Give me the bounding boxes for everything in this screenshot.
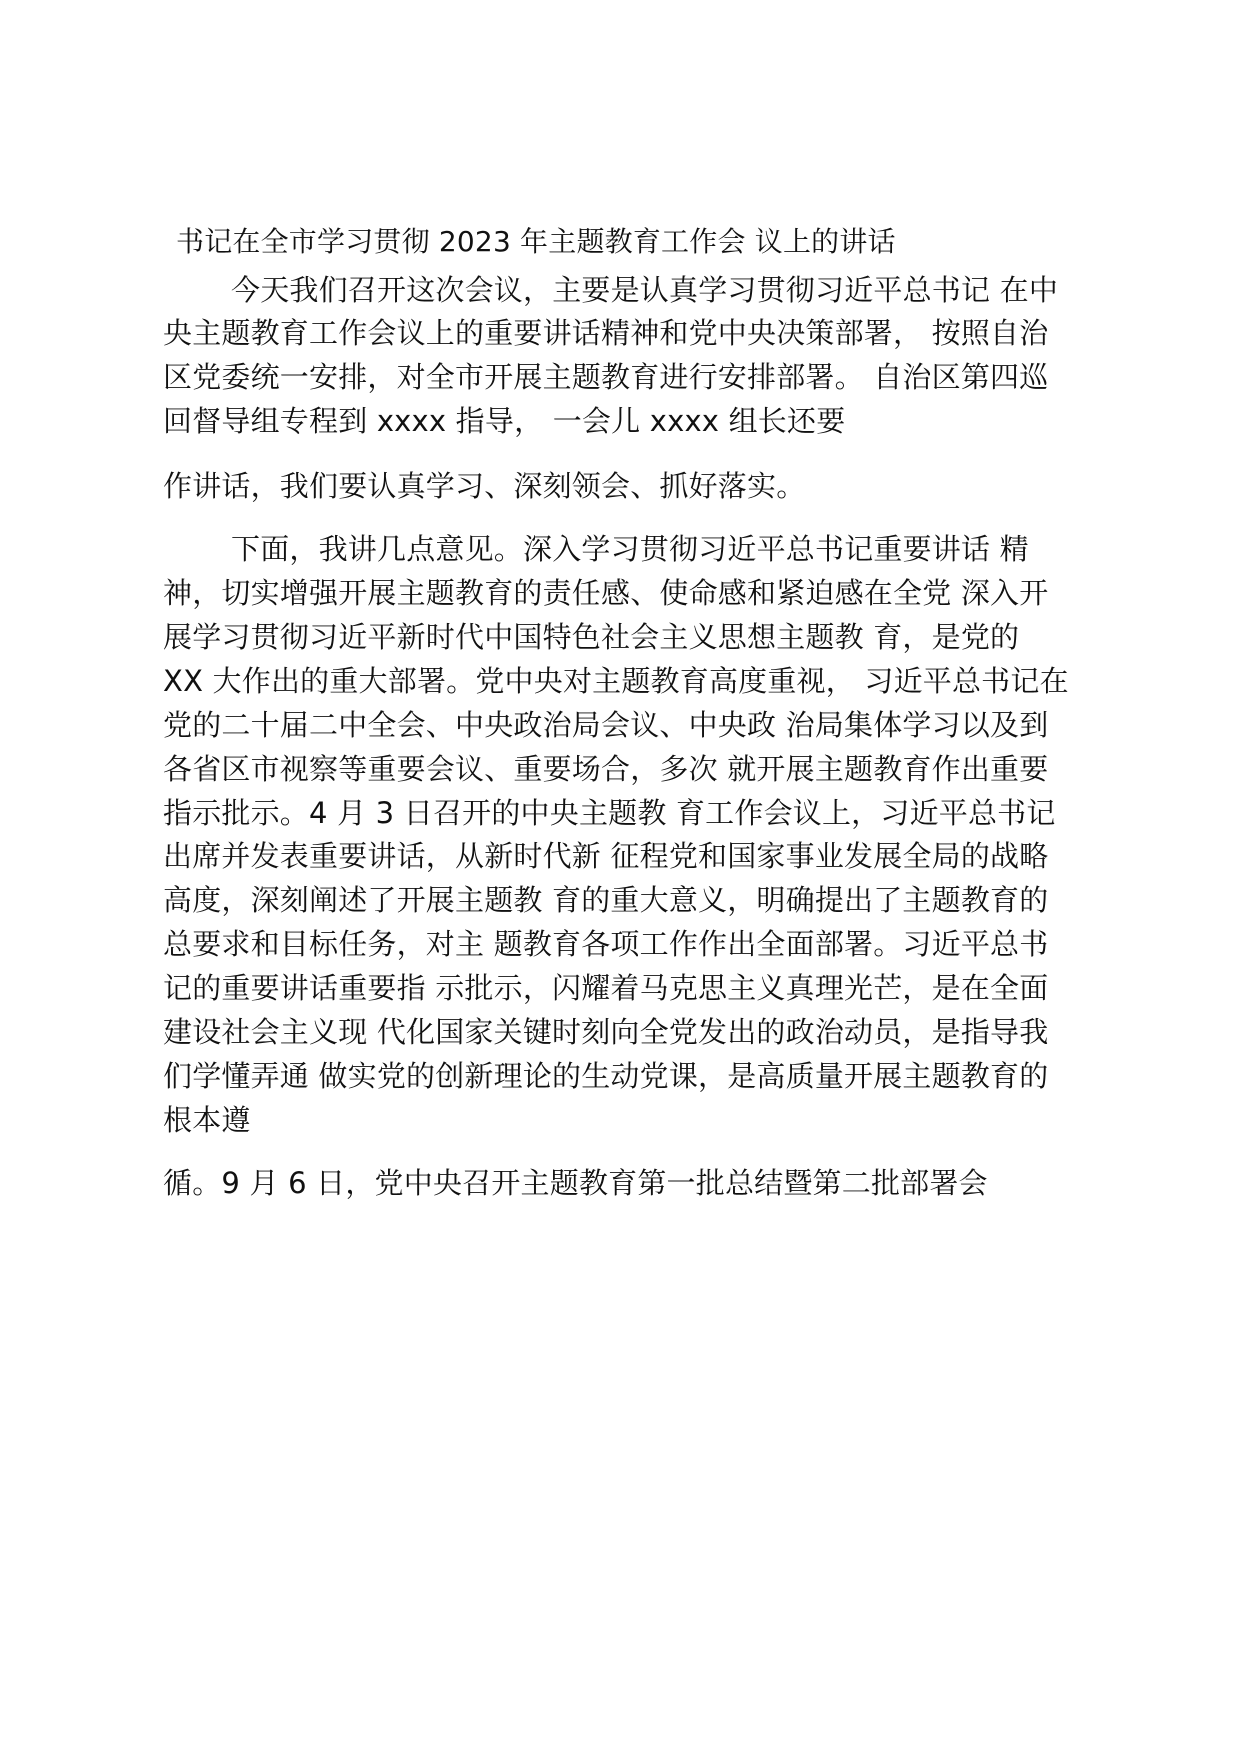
text-line-11: 各省区市视察等重要会议、重要场合，多次 就开展主题教育作出重要 xyxy=(163,752,1049,786)
text-line-16: 记的重要讲话重要指 示批示，闪耀着马克思主义真理光芒，是在全面 xyxy=(163,971,1049,1005)
text-line-2: 央主题教育工作会议上的重要讲话精神和党中央决策部署， 按照自治 xyxy=(163,316,1049,350)
text-line-4: 回督导组专程到 xxxx 指导， 一会儿 xxxx 组长还要 xyxy=(163,404,846,438)
text-line-7: 神，切实增强开展主题教育的责任感、使命感和紧迫感在全党 深入开 xyxy=(163,576,1049,610)
document-title: 书记在全市学习贯彻 2023 年主题教育工作会 议上的讲话 xyxy=(176,225,896,258)
text-line-13: 出席并发表重要讲话，从新时代新 征程党和国家事业发展全局的战略 xyxy=(163,839,1049,873)
text-line-5: 作讲话，我们要认真学习、深刻领会、抓好落实。 xyxy=(163,469,806,503)
text-line-17: 建设社会主义现 代化国家关键时刻向全党发出的政治动员，是指导我 xyxy=(163,1015,1049,1049)
text-line-8: 展学习贯彻习近平新时代中国特色社会主义思想主题教 育，是党的 xyxy=(163,620,1020,654)
text-line-10: 党的二十届二中全会、中央政治局会议、中央政 治局集体学习以及到 xyxy=(163,708,1049,742)
text-line-6: 下面，我讲几点意见。深入学习贯彻习近平总书记重要讲话 精 xyxy=(231,532,1029,566)
text-line-3: 区党委统一安排，对全市开展主题教育进行安排部署。 自治区第四巡 xyxy=(163,360,1049,394)
text-line-15: 总要求和目标任务，对主 题教育各项工作作出全面部署。习近平总书 xyxy=(163,927,1049,961)
text-line-14: 高度，深刻阐述了开展主题教 育的重大意义，明确提出了主题教育的 xyxy=(163,883,1049,917)
text-line-1: 今天我们召开这次会议，主要是认真学习贯彻习近平总书记 在中 xyxy=(231,273,1059,307)
text-line-20: 循。9 月 6 日，党中央召开主题教育第一批总结暨第二批部署会 xyxy=(163,1166,988,1200)
text-line-12: 指示批示。4 月 3 日召开的中央主题教 育工作会议上，习近平总书记 xyxy=(163,796,1056,830)
text-line-19: 根本遵 xyxy=(163,1103,251,1137)
text-line-18: 们学懂弄通 做实党的创新理论的生动党课，是高质量开展主题教育的 xyxy=(163,1059,1049,1093)
text-line-9: XX 大作出的重大部署。党中央对主题教育高度重视， 习近平总书记在 xyxy=(163,664,1069,698)
